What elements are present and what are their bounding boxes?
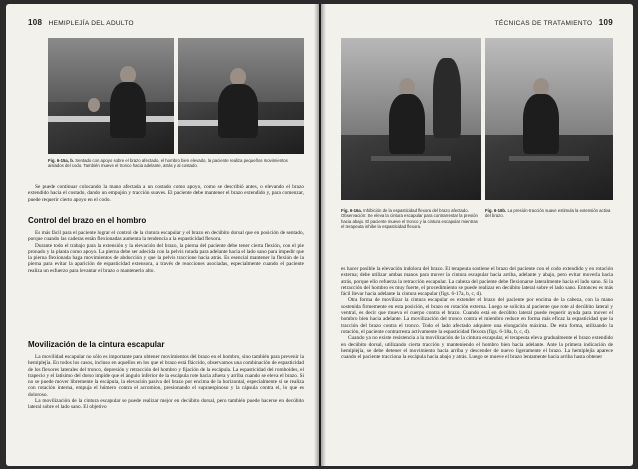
figure-6-16a-photo <box>341 38 481 200</box>
left-header <box>28 18 134 27</box>
right-header <box>495 18 613 27</box>
left-para-3 <box>28 354 304 411</box>
page-number: 109 <box>598 18 613 27</box>
paragraph: Durante todo el trabajo para la extensión y la elevación del brazo, la pierna del paciente debe tener cierta flexión, con el pie pronado y la planta como apoyo. La pierna debe ser adecida con la pelvis rotada para adelante hacia el lado sano para impedir que la pierna flexionada haga movimientos de abducción y que la pelvis traccione hacia atrás. Es esencial mantener la flexión de la pierna para evitar la aparición de espasticidad extensora, a través de reacciones asociadas, especialmente cuando el paciente realiza un esfuerzo para levantar el brazo o mantenerlo alto. <box>28 242 304 274</box>
paragraph: Es más fácil para el paciente lograr el control de la cintura escapular y el brazo en decúbito dorsal que en posición de sentado, porque cuando las caderas están flexionadas aumenta la tendencia a la espasticidad flexora. <box>28 230 304 243</box>
heading-movilizacion: Movilización de la cintura escapular <box>28 340 165 349</box>
paragraph: La movilización de la cintura escapular se puede realizar mejor en decúbito dorsal, pero también puede hacerse en decúbito lateral sobre el lado sano. El objetivo <box>28 398 304 411</box>
paragraph: Se puede continuar colocando la mano afectada a un costado como apoyo, como se describió antes, o elevando el brazo extendido hacia el costado, dando un empujón y tracción suaves. El paciente debe mantener el brazo extendido y, para comenzar, puede requerir cierto apoyo en el codo. <box>28 184 304 203</box>
running-head: TÉCNICAS DE TRATAMIENTO <box>494 20 593 27</box>
figure-6-16b-photo <box>485 38 613 200</box>
caption-label: Fig. 6-16b. <box>485 208 507 213</box>
page-number: 108 <box>28 18 43 27</box>
paragraph: es hacer posible la elevación indolora del brazo. El terapeuta sostiene el brazo del paciente con el codo extendido y en rotación externa; debe utilizar ambas manos para mover la cintura escapular hacia arriba, adelante y abajo, pero evitar moverla hacia atrás, porque ello refuerza la retracción escapular. La cabeza del paciente debe flexionarse lateralmente hacia el lado sano. Si la retracción del hombro es muy fuerte, el procedimiento se puede realizar en decúbito lateral sobre el lado sano. Entonces es más fácil llevar hacia adelante la cintura escapular (figs. 6-17a, b, c, d). <box>341 266 613 298</box>
paragraph: Otra forma de movilizar la cintura escapular es extender el brazo del paciente por encima de la cabeza, con la mano sostenida firmemente en esta posición, el brazo en rotación externa. Luego se solicita al paciente que rote al decúbito lateral y ventral, es decir que mueva el cuerpo contra el brazo. Cuando está en decúbito lateral puede requerir ayuda para mover el hombro bien hacia adelante. La movilización del tronco contra el miembro reduce en forma más eficaz la espasticidad que la tracción del brazo contra el tronco. Todo el lado afectado adquiere una elongación máxima. De esta forma, utilizando la rotación, el paciente contrarresta activamente la espasticidad flexora (figs. 6-18a, b, c, d). <box>341 297 613 335</box>
caption-label: Fig. 6-15a, b. <box>48 158 75 163</box>
caption-6-16b <box>485 208 613 219</box>
caption-label: Fig. 6-16a. <box>341 208 363 213</box>
figure-6-15b-photo <box>178 38 304 154</box>
paragraph: La movilidad escapular no sólo es importante para obtener movimientos del brazo en el hombro, sino también para prevenir la hemiplejía. En todos los casos, incluso en aquellos en los que el brazo está fláccido, observamos una combinación de espasticidad de los flexores laterales del tronco, depresión y retracción del hombro y fijación de la escápula. La espasticidad del romboides, el trapecio y el latísimo del dorso impide que el ángulo inferior de la escápula rote hacia afuera y arriba cuando se eleva el brazo. Si no se puede mover libremente la escápula, la elevación pasiva del brazo por encima de la horizontal, especialmente si se realiza con rotación interna, empuja el húmero contra el acromion, presionando el supraespinoso y la cápsula contra el, lo que es doloroso. <box>28 354 304 398</box>
running-head: HEMIPLEJÍA DEL ADULTO <box>48 20 134 27</box>
caption-6-15 <box>48 158 304 169</box>
left-para-2 <box>28 230 304 274</box>
caption-text: Sentado con apoyo sobre el brazo afectado, el hombro bien elevado, la paciente realiza pequeños movimientos aislados del codo. También mueve el tronco hacia adelante, atrás y al costado. <box>48 158 288 169</box>
left-para-1 <box>28 184 304 203</box>
figure-6-15a-photo <box>48 38 174 154</box>
right-body-text <box>341 266 613 360</box>
caption-text: Inhibición de la espasticidad flexora del brazo afectado. Observación: Se eleva la cintura escapular para contrarrestar la presión hacia abajo. El paciente mueve el tronco y la cintura escapular mientras el terapeuta inhibe la espasticidad flexora. <box>341 208 478 230</box>
caption-text: La presión-tracción suave estimula la extensión activa del brazo. <box>485 208 611 219</box>
caption-6-16a <box>341 208 479 230</box>
paragraph: Cuando ya no existe resistencia a la movilización de la cintura escapular, el terapeuta eleva gradualmente el brazo extendido en decúbito dorsal, utilizando cierta tracción y manteniendo el hombro bien hacia adelante. Ante la primera indicación de hemiplejía, se debe detener el movimiento hacia arriba y descender de nuevo ligeramente el brazo. La hemiplejía aparece cuando el paciente tracciona la escápula hacia abajo y atrás. Luego se mueve el brazo lentamente hacia arriba hasta obtener <box>341 335 613 361</box>
heading-control-brazo: Control del brazo en el hombro <box>28 216 147 225</box>
left-page <box>6 4 319 466</box>
right-page <box>321 4 633 466</box>
